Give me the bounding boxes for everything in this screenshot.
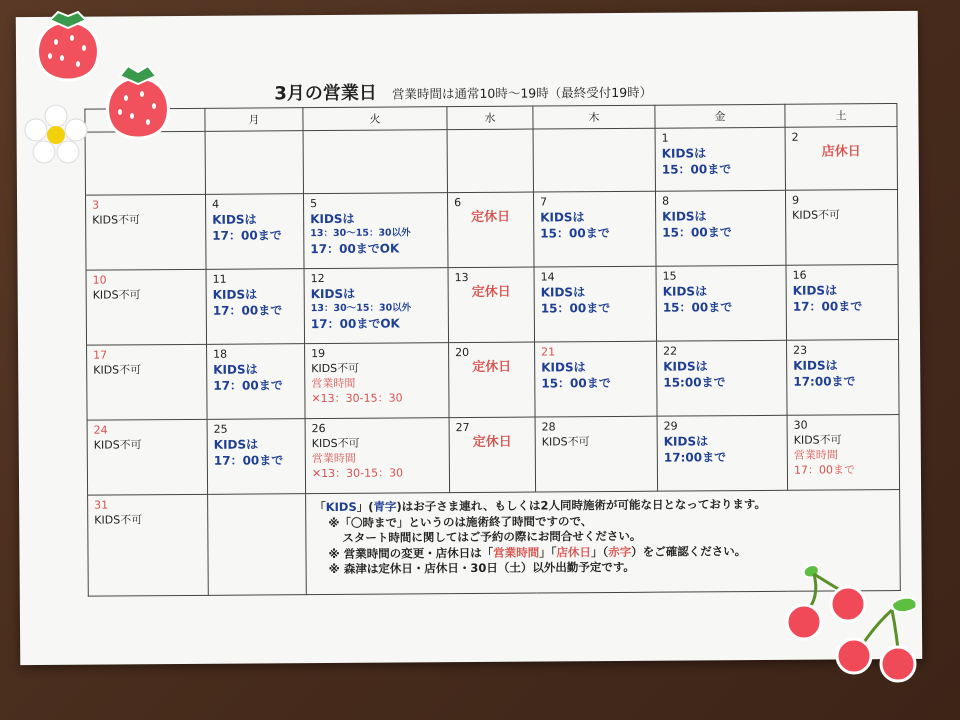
- day-number: 10: [92, 273, 107, 287]
- kids-time: 17：00まで: [213, 378, 283, 393]
- kids-status: KIDS不可: [94, 513, 143, 527]
- day-cell-empty: [205, 131, 303, 195]
- weekday-header-thu: 木: [533, 105, 655, 129]
- note-line-end-time: ※「〇時まで」というのは施術終了時間ですので、: [328, 513, 593, 530]
- kids-status: KIDS不可: [93, 438, 142, 452]
- day-cell-25: [207, 419, 306, 495]
- day-cell-6: [447, 192, 534, 268]
- kids-label: KIDSは: [213, 362, 258, 377]
- day-number: 29: [663, 419, 678, 433]
- kids-time: 15：00まで: [541, 376, 611, 391]
- day-number: 12: [310, 272, 325, 286]
- hours-change-time: ✕13：30-15：30: [311, 391, 403, 406]
- kids-time: 17：00までOK: [310, 316, 400, 332]
- calendar-table: [84, 103, 900, 597]
- day-number: 21: [541, 345, 556, 359]
- day-cell-1: [655, 127, 785, 191]
- kids-time: 17:00まで: [793, 374, 856, 389]
- day-number: 3: [92, 198, 100, 212]
- day-number: 5: [310, 197, 318, 211]
- kids-time: 15:00まで: [663, 375, 726, 390]
- calendar-title: [274, 77, 652, 106]
- day-cell-5: [303, 193, 448, 269]
- day-number: 23: [793, 343, 808, 357]
- weekday-header-tue: 火: [303, 107, 447, 131]
- day-cell-23: [787, 340, 900, 416]
- kids-label: KIDSは: [212, 287, 258, 302]
- day-number: 16: [792, 268, 807, 282]
- day-number: 1: [661, 131, 669, 145]
- note-kids-term: KIDS: [325, 499, 357, 515]
- note-text: 」「: [539, 544, 557, 560]
- kids-label: KIDSは: [661, 146, 707, 161]
- note-blue-term: 青字: [373, 499, 397, 514]
- business-hours-note: 営業時間は通常10時～19時（最終受付19時）: [391, 84, 653, 102]
- day-number: 8: [662, 194, 670, 208]
- day-cell-30: [787, 414, 900, 490]
- note-text: ）をご確認ください。: [631, 543, 747, 559]
- kids-label: KIDSは: [212, 212, 257, 227]
- kids-status: KIDS不可: [793, 433, 842, 447]
- note-text: 」(: [356, 499, 374, 514]
- flower-sticker-icon: [24, 104, 88, 164]
- closed-label: 定休日: [472, 434, 512, 450]
- kids-status: KIDS不可: [792, 208, 841, 222]
- note-closed-term: 店休日: [556, 544, 591, 559]
- day-number: 28: [541, 420, 556, 434]
- kids-label: KIDSは: [793, 358, 838, 373]
- kids-time: 17：00まで: [212, 228, 282, 243]
- day-number: 9: [792, 193, 800, 207]
- kids-time: 17：00までOK: [310, 241, 400, 257]
- day-cell-13: [448, 267, 535, 343]
- day-number: 19: [311, 347, 326, 361]
- kids-label: KIDSは: [662, 284, 708, 299]
- day-cell-16: [786, 265, 899, 341]
- note-text: 「: [314, 500, 326, 515]
- day-number: 13: [454, 271, 469, 285]
- day-number: 11: [212, 272, 227, 286]
- kids-label: KIDSは: [310, 211, 355, 227]
- day-cell-2: [785, 127, 897, 191]
- day-cell-12: [304, 268, 449, 344]
- day-cell-9: [785, 190, 898, 266]
- closed-label: 定休日: [472, 359, 512, 375]
- day-cell-20: [449, 342, 536, 418]
- kids-label: KIDSは: [663, 359, 708, 374]
- hours-change-label: 営業時間: [793, 448, 838, 462]
- kids-label: KIDSは: [792, 283, 838, 298]
- day-cell-7: [533, 191, 656, 267]
- day-cell-empty: [447, 129, 533, 193]
- weekday-header-sat: 土: [785, 104, 897, 128]
- kids-time: 15：00まで: [540, 301, 611, 316]
- cherries-sticker-icon: [780, 558, 930, 688]
- day-cell-4: [205, 194, 304, 270]
- closed-label: 店休日: [821, 144, 861, 160]
- kids-time: 17：00まで: [792, 299, 863, 314]
- weekday-header-mon: 月: [205, 108, 303, 132]
- kids-label: KIDSは: [213, 437, 259, 452]
- day-number: 26: [311, 422, 326, 436]
- note-hours-term: 営業時間: [493, 545, 540, 560]
- kids-time: 15：00まで: [540, 226, 610, 241]
- note-line-staff: ※ 森津は定休日・店休日・30日（土）以外出勤予定です。: [328, 559, 635, 576]
- kids-time: 15：00まで: [661, 162, 732, 177]
- day-number: 22: [663, 344, 678, 358]
- day-cell-26: [305, 418, 450, 494]
- day-number: 15: [662, 269, 677, 283]
- day-cell-15: [656, 265, 787, 341]
- day-number: 20: [455, 345, 470, 360]
- kids-time: 17：00まで: [212, 303, 283, 318]
- day-number: 4: [212, 197, 220, 211]
- day-cell-21: [535, 341, 658, 417]
- kids-label: KIDSは: [541, 360, 586, 375]
- closed-label: 定休日: [471, 209, 511, 225]
- closed-label: 定休日: [471, 284, 511, 300]
- hours-change-time: 17：00まで: [793, 463, 855, 477]
- day-cell-27: [449, 417, 536, 493]
- note-text: ※ 営業時間の変更・店休日は「: [328, 545, 494, 561]
- kids-time: 17：00まで: [213, 453, 284, 468]
- note-red-term: 赤字: [608, 544, 632, 559]
- weekday-header-fri: 金: [655, 104, 785, 128]
- day-cell-empty: [303, 130, 447, 194]
- day-number: 27: [455, 420, 470, 435]
- day-number: 25: [213, 422, 228, 436]
- day-number: 30: [793, 418, 808, 432]
- day-cell-10: [86, 269, 207, 345]
- day-cell-empty: [533, 128, 655, 192]
- day-cell-18: [207, 344, 306, 420]
- kids-time: 17:00まで: [663, 450, 727, 465]
- hours-change-label: 営業時間: [311, 376, 356, 391]
- day-number: 7: [540, 195, 548, 209]
- strawberry-sticker-icon: [98, 56, 178, 148]
- kids-label: KIDSは: [662, 209, 707, 224]
- kids-status: KIDS不可: [541, 435, 590, 449]
- note-text: )はお子さま連れ、もしくは2人同時施術が可能な日となっております。: [396, 496, 767, 514]
- day-number: 18: [213, 347, 228, 361]
- day-cell-14: [534, 266, 657, 342]
- day-number: 14: [540, 270, 555, 284]
- kids-status: KIDS不可: [92, 288, 141, 302]
- day-cell-28: [535, 416, 658, 492]
- day-cell-17: [87, 344, 208, 420]
- kids-status: KIDS不可: [311, 361, 360, 376]
- kids-label: KIDSは: [540, 285, 586, 300]
- day-cell-8: [655, 190, 786, 266]
- kids-time: 15：00まで: [662, 225, 732, 240]
- kids-status: KIDS不可: [92, 213, 141, 227]
- day-number: 2: [791, 130, 799, 144]
- day-cell-11: [206, 269, 305, 345]
- day-cell-24: [87, 419, 208, 495]
- kids-time: 15：00まで: [662, 300, 733, 315]
- day-number: 6: [454, 196, 462, 210]
- strawberry-sticker-icon: [28, 2, 108, 90]
- note-text: 」（: [590, 544, 609, 559]
- hours-change-label: 営業時間: [311, 451, 356, 466]
- kids-label: KIDSは: [663, 434, 709, 449]
- day-cell-29: [657, 415, 788, 491]
- day-cell-empty: [208, 494, 307, 596]
- day-cell-31: [88, 494, 209, 596]
- kids-label: KIDSは: [310, 286, 356, 302]
- day-cell-19: [305, 343, 450, 419]
- day-number: 31: [94, 498, 109, 512]
- day-cell-3: [85, 194, 206, 270]
- kids-status: KIDS不可: [93, 363, 142, 377]
- day-number: 24: [93, 423, 108, 437]
- kids-exception: 13：30～15：30以外: [310, 227, 411, 240]
- day-number: 17: [93, 348, 108, 362]
- kids-exception: 13：30～15：30以外: [310, 302, 412, 315]
- page-title: 3月の営業日: [274, 82, 377, 105]
- note-line-start-time: スタート時間に関してはご予約の際にお問合せください。: [342, 528, 642, 545]
- weekday-header-wed: 水: [447, 106, 533, 130]
- day-cell-22: [657, 340, 788, 416]
- kids-status: KIDS不可: [311, 436, 360, 451]
- hours-change-time: ✕13：30-15：30: [311, 466, 404, 481]
- kids-label: KIDSは: [540, 210, 585, 225]
